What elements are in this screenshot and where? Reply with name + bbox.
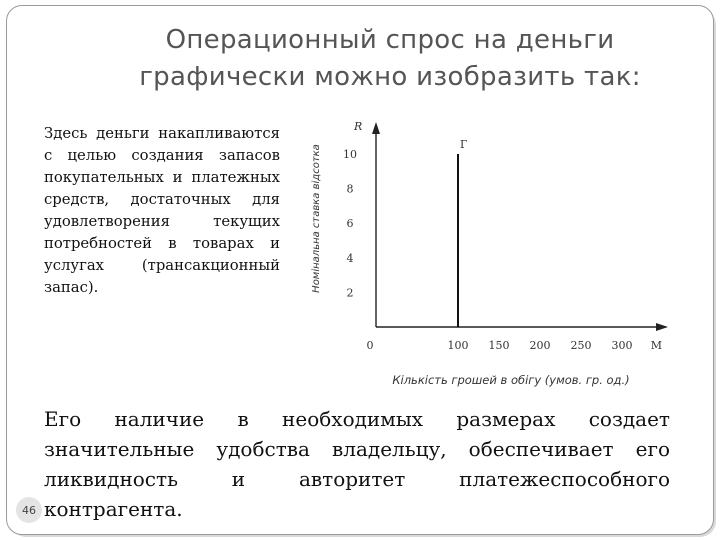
- x-tick-label: 150: [488, 339, 510, 352]
- x-tick-label: 250: [570, 339, 592, 352]
- page-number: 46: [22, 503, 36, 517]
- y-tick-label: 6: [346, 217, 354, 231]
- y-tick-label: 10: [343, 148, 357, 161]
- x-tick-label: 100: [447, 339, 469, 352]
- left-paragraph: Здесь деньги накапливаются с целью создания запасов покупательных и платежных средств, достаточных для удовлетворения текущих потребностей в товарах и услугах (трансакционный запас).: [44, 125, 280, 296]
- title-line-1: Операционный спрос на деньги: [165, 25, 615, 55]
- y-tick-label: 2: [346, 286, 354, 300]
- y-tick-label: 8: [346, 182, 354, 196]
- money-demand-chart: [286, 114, 688, 398]
- x-tick-label: 300: [611, 339, 633, 352]
- bottom-paragraph: Его наличие в необходимых размерах создает значительные удобства владельцу, обеспечивает его ликвидность и авторитет платежеспособного контрагента.: [44, 407, 670, 521]
- y-axis-title: Номінальна ставка відсотка: [311, 144, 322, 293]
- chart-svg: [286, 114, 688, 398]
- x-tick-label: 0: [366, 339, 374, 352]
- x-axis-title: Кількість грошей в обігу (умов. гр. од.): [392, 373, 630, 387]
- slide-title: [90, 22, 690, 96]
- y-axis-arrow: [372, 122, 380, 134]
- curve-label: Г: [460, 138, 468, 151]
- title-line-2: графически можно изобразить так:: [139, 62, 641, 92]
- x-tick-label: 200: [529, 339, 551, 352]
- y-axis-symbol: R: [354, 120, 363, 133]
- x-axis-symbol: M: [650, 339, 663, 352]
- page-number-badge: [16, 497, 42, 523]
- x-axis-arrow: [656, 323, 668, 331]
- y-tick-label: 4: [346, 251, 354, 265]
